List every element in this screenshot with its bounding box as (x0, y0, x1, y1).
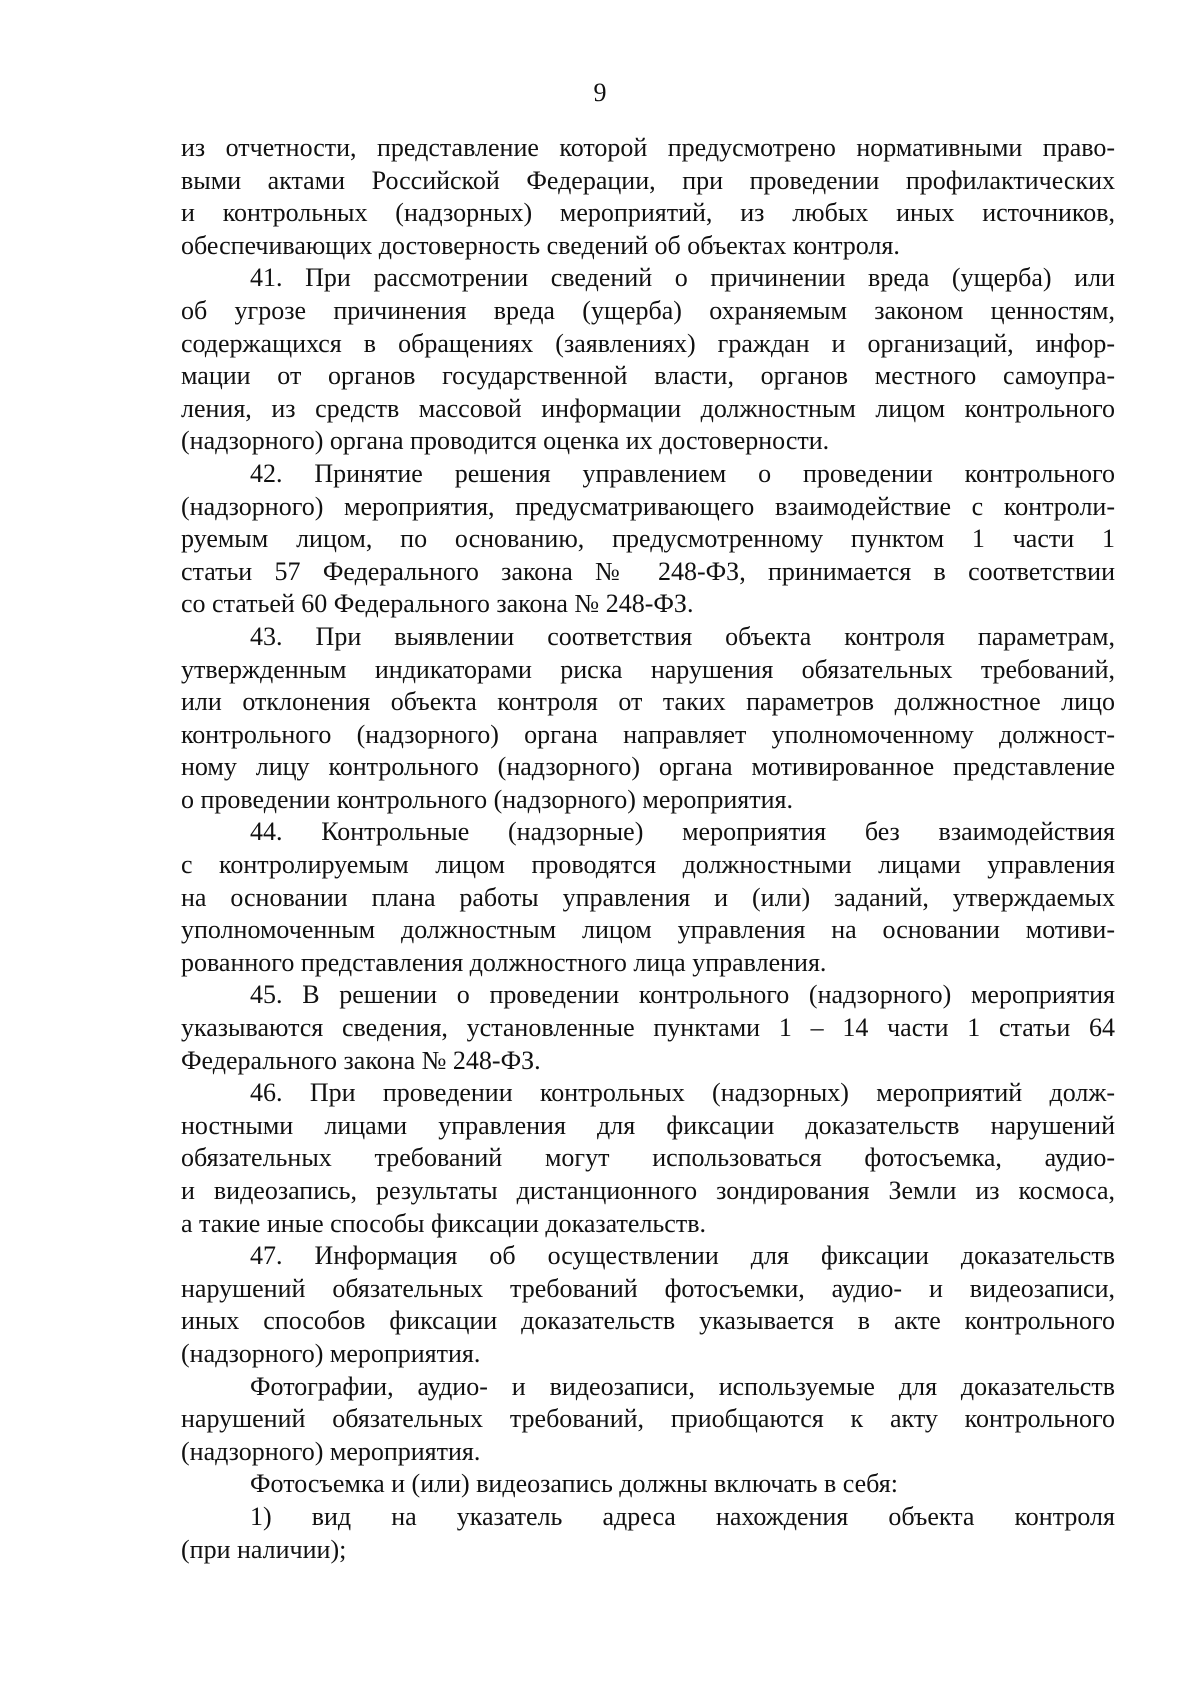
text-line: 44. Контрольные (надзорные) мероприятия без взаимодействия (250, 817, 1115, 847)
text-line: ностными лицами управления для фиксации доказательств нарушений (181, 1110, 1115, 1140)
document-body (181, 132, 1115, 1566)
text-line: рованного представления должностного лица управления. (181, 947, 827, 977)
text-line: контрольного (надзорного) органа направляет уполномоченному должност- (181, 719, 1115, 749)
text-line: с контролируемым лицом проводятся должностными лицами управления (181, 850, 1115, 880)
text-line: мации от органов государственной власти, органов местного самоупра- (181, 361, 1115, 391)
text-line: 47. Информация об осуществлении для фиксации доказательств (250, 1241, 1115, 1271)
page-number: 9 (593, 78, 607, 107)
text-line: а такие иные способы фиксации доказательств. (181, 1208, 706, 1238)
text-line: о проведении контрольного (надзорного) мероприятия. (181, 784, 793, 814)
text-line: об угрозе причинения вреда (ущерба) охраняемым законом ценностям, (181, 295, 1115, 325)
text-line: 45. В решении о проведении контрольного (надзорного) мероприятия (250, 980, 1115, 1010)
text-line: со статьей 60 Федерального закона № 248-ФЗ. (181, 589, 694, 619)
text-line: Фотографии, аудио- и видеозаписи, используемые для доказательств (250, 1371, 1115, 1401)
text-line: обязательных требований могут использоваться фотосъемка, аудио- (181, 1143, 1115, 1173)
text-line: Федерального закона № 248-ФЗ. (181, 1045, 541, 1075)
text-line: выми актами Российской Федерации, при проведении профилактических (181, 165, 1115, 195)
text-line: уполномоченным должностным лицом управления на основании мотиви- (181, 915, 1115, 945)
text-line: руемым лицом, по основанию, предусмотренному пунктом 1 части 1 (181, 524, 1115, 554)
text-line: или отклонения объекта контроля от таких параметров должностное лицо (181, 687, 1115, 717)
text-line: (надзорного) мероприятия. (181, 1436, 481, 1466)
text-line: ления, из средств массовой информации должностным лицом контрольного (181, 393, 1115, 423)
text-line: Фотосъемка и (или) видеозапись должны включать в себя: (250, 1469, 898, 1499)
text-line: на основании плана работы управления и (или) заданий, утверждаемых (181, 882, 1115, 912)
text-line: утвержденным индикаторами риска нарушения обязательных требований, (181, 654, 1115, 684)
text-line: (надзорного) органа проводится оценка их достоверности. (181, 426, 830, 456)
text-line: нарушений обязательных требований, приобщаются к акту контрольного (181, 1404, 1115, 1434)
text-line: (при наличии); (181, 1534, 347, 1564)
text-line: ному лицу контрольного (надзорного) органа мотивированное представление (181, 752, 1115, 782)
text-line: и контрольных (надзорных) мероприятий, из любых иных источников, (181, 198, 1115, 228)
text-line: указываются сведения, установленные пунктами 1 – 14 части 1 статьи 64 (181, 1013, 1115, 1043)
text-line: (надзорного) мероприятия, предусматривающего взаимодействие с контроли- (181, 491, 1115, 521)
text-line: 43. При выявлении соответствия объекта контроля параметрам, (250, 621, 1115, 651)
text-line: содержащихся в обращениях (заявлениях) граждан и организаций, инфор- (181, 328, 1115, 358)
text-line: нарушений обязательных требований фотосъемки, аудио- и видеозаписи, (181, 1273, 1115, 1303)
text-line: и видеозапись, результаты дистанционного зондирования Земли из космоса, (181, 1176, 1115, 1205)
text-line: 1) вид на указатель адреса нахождения объекта контроля (250, 1501, 1115, 1531)
text-line: 42. Принятие решения управлением о проведении контрольного (250, 458, 1115, 488)
text-line: 41. При рассмотрении сведений о причинении вреда (ущерба) или (250, 263, 1115, 293)
text-line: обеспечивающих достоверность сведений об объектах контроля. (181, 230, 900, 260)
text-line: иных способов фиксации доказательств указывается в акте контрольного (181, 1306, 1115, 1336)
text-line: (надзорного) мероприятия. (181, 1338, 481, 1368)
text-line: статьи 57 Федерального закона № 248-ФЗ, принимается в соответствии (181, 556, 1115, 586)
text-line: 46. При проведении контрольных (надзорных) мероприятий долж- (250, 1078, 1115, 1108)
text-line: из отчетности, представление которой предусмотрено нормативными право- (181, 133, 1115, 162)
